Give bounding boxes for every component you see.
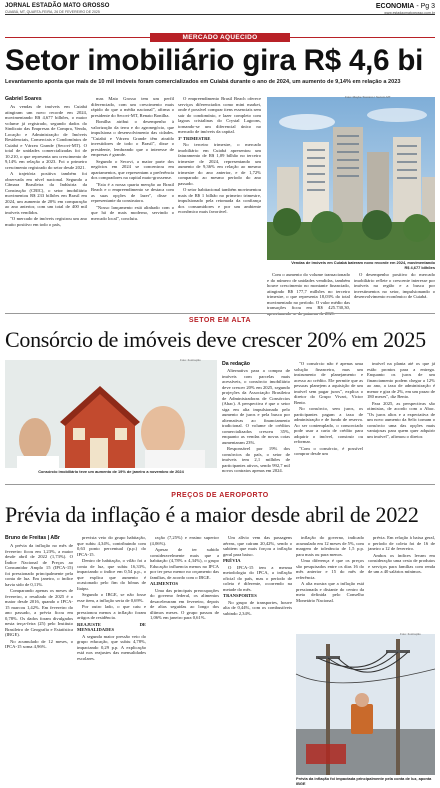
paragraph: Responsável por 19% dos consórcios do país, o setor de imóveis tem 2,1 milhões de participantes ativos, sendo 992,7 mil novos contratos apenas em 2024. [222, 446, 290, 473]
paragraph: Ambos os índices levam em consideração uma cesta de produtos e serviços para famílias com renda de um a 40 salários mínimos. [368, 552, 435, 574]
kicker-article3: PREÇOS DE AEROPORTO [171, 492, 269, 499]
kicker-article1: MERCADO AQUECIDO [150, 33, 290, 42]
paragraph: inflação do governo, indicado acumulado em 12 meses de 5%, com margem de tolerância de 1,5 p.p. para mais ou para menos. [296, 535, 364, 557]
paragraph: "Com o consórcio, é possível comprar desde um [294, 445, 363, 456]
photo-credit-article2: Foto: Ilustração [180, 358, 201, 362]
photo-caption-article3: Prévia da inflação foi impactada principalmente pela conta de luz, aponta IBGE [296, 776, 432, 786]
paragraph: A segunda maior pressão veio do grupo educação, que subiu 4,78%, impactando 0,29 p.p. A explicação está nos reajustes das mensalidades escolares. [77, 633, 146, 661]
byline-article3: Bruno de Freitas | ABr [5, 535, 60, 541]
paragraph: No acumulado de 12 meses, o IPCA-15 soma 4,96%. [5, 638, 73, 649]
photo-caption-article2: Consórcio imobiliário teve um aumento de 19% de janeiro a novembro de 2024 [38, 469, 184, 474]
article2-column-2 [294, 361, 363, 478]
divider [5, 313, 435, 314]
paragraph: prevista veio do grupo habitação, que subiu 4,34%, contribuindo com 0,63 ponto percentual (p.p.) do IPCA-15. [77, 535, 146, 557]
paragraph: Comparando apenas os meses de fevereiro, o resultado de 2025 é o maior desde 2016, quando o IPCA-15 marcou 1,42%. Em fevereiro do ano passado, a prévia ficou em 0,78%. Os dados foram divulgados nesta terça-feira (25) pelo Instituto Brasileiro de Geografia e Estatística (IBGE). [5, 588, 73, 637]
publication-name: JORNAL ESTADÃO MATO GROSSO [5, 3, 110, 9]
article1-column-5 [354, 272, 435, 299]
article3-column-1 [5, 543, 73, 783]
article1-column-4 [267, 272, 350, 310]
article3-column-2 [77, 535, 146, 783]
paragraph: ração (7,25%) e ensino superior (4,06%). [150, 535, 219, 546]
page-number: - Pg 3 [416, 3, 435, 10]
paragraph: Para 2025, as perspectivas são otimistas, de acordo com a Abac. "Os juros altos e a expectativa de um novo aumento da Selic tornam o consórcio uma das opções mais vantajosas para quem quer adquirir um imóvel", afirmou o diretor. [367, 400, 435, 439]
photo-credit-article1: Foto: Mayke Toscano / Secom-MT [345, 95, 391, 99]
headline-article3: Prévia da inflação é a maior desde abril de 2022 [5, 502, 419, 527]
paragraph: "Nosso lançamento está alinhado com o que há de mais moderno, servindo o mercado local", concluiu. [91, 204, 174, 221]
paragraph: "O consórcio não é apenas uma solução financeira, mas um instrumento de planejamento e acesso ao crédito. Ele permite que as pessoas planejem a aquisição de um imóvel sem pagar juros", explica o diretor do Grupo Vivart, Victor Bento. [294, 361, 363, 405]
paragraph: "Esta é a nossa quarta menção ao Brasil Beach e o empreendimento se destaca com as suas opções de lazer", disse o representante da construtora. [91, 181, 174, 203]
headline-article1: Setor imobiliário gira R$ 4,6 bi [5, 44, 424, 77]
paragraph: O desempenho positivo do mercado imobiliário reflete o crescente interesse por imóveis na região e a busca por investimentos no setor, impulsionando o desenvolvimento econômico de Cuiabá. [354, 272, 435, 299]
paragraph: Alternativa para a compra de imóveis com parcelas mais acessíveis, o consórcio imobiliário deve crescer 20% em 2025, segundo projeções da Associação Brasileira de Administradoras de Consórcios (Abac). A perspectiva é que o setor siga em alta impulsionado pelo aumento de juros e pela busca por alternativas ao financiamento tradicional. O volume de créditos comercializados cresceu 35%, enquanto as vendas de novas cotas aumentaram 23%. [222, 368, 290, 445]
photo-power-lines [296, 634, 435, 775]
photo-credit-article3: Foto: Ilustração [400, 632, 421, 636]
byline-article2: Da redação [222, 361, 250, 367]
article2-column-3 [367, 361, 435, 478]
page-header [5, 3, 435, 15]
deck-article1: Levantamento aponta que mais de 10 mil imóveis foram comercializados em Cuiabá durante o ano de 2024, um aumento de 9,14% em relação a 2023 [5, 79, 401, 85]
subheading: TRANSPORTES [223, 593, 257, 598]
website: www.estadaomatogrosso.com.br [384, 10, 435, 15]
paragraph: No terceiro trimestre, o mercado imobiliário em Cuiabá apresentou um faturamento de R$ 1,09 bilhão no terceiro trimestre de 2024, representando um aumento de 9,36% em relação ao mesmo trimestre do ano anterior, e de 1,72% comparado ao mesmo período do ano passado. [178, 142, 261, 186]
paragraph: O empreendimento Brasil Beach oferece serviços diferenciados como mini market, onde é possível comprar itens essenciais sem sair do condomínio, e lazer completo com lagoas cristalinas do Crystal Lagoons, tornando-se um diferencial único no mercado de imóveis da capital. [178, 96, 261, 134]
paragraph: As vendas de imóveis em Cuiabá atingiram um novo recorde em 2024, movimentando R$ 4,677 bilhões, o maior volume já registrado, segundo dados do Sindicato das Empresas de Compra, Venda, Locação e Administração de Imóveis Residenciais, Comerciais e Condomínios de Cuiabá e Várzea Grande (Secovi-MT). O total de unidades comercializadas foi de 10.210, o que representa um crescimento de 9,14% em relação a 2023. Foi o primeiro crescimento registrado do setor desde 2021. [5, 104, 87, 170]
paragraph: Com o aumento do volume transacionado e do número de unidades vendidas, também houve crescimento no montante financiado, atingindo R$ 177,7 milhões no terceiro trimestre, o que representa 18,03% do total movimentado no período. O valor médio das transações ficou em R$ 425.730,30, [267, 272, 350, 310]
power-lines-illustration [296, 634, 435, 775]
paragraph: Segundo o IBGE, se não fosse esse item, a inflação seria de 0,69%. [77, 592, 146, 603]
paragraph: prévia. Em relação à baixa geral, o período de coleta foi de 16 de janeiro a 12 de fevereiro. [368, 535, 435, 551]
paragraph: A prévia da inflação no mês de fevereiro ficou em 1,23%, a maior desde abril de 2022 (1,73%). O Índice Nacional de Preços ao Consumidor Amplo 15 (IPCA-15) foi pressionado principalmente pela conta de luz. Em janeiro, o índice havia sido de 0,11%. [5, 543, 73, 587]
paragraph: Por outro lado, o que caiu e pressionou menos a inflação foram artigos de residência. [77, 604, 146, 620]
headline-article2: Consórcio de imóveis deve crescer 20% em 2025 [5, 327, 426, 352]
article3-column-3 [150, 535, 219, 783]
byline-article1: Gabriel Soares [5, 96, 42, 102]
section-label [376, 3, 435, 10]
kicker-article2: SETOR EM ALTA [188, 317, 252, 324]
paragraph: A alta mostra que a inflação está pressionada e distante do centro da meta definida pelo Conselho Monetário Nacional. [296, 581, 364, 603]
paragraph: imóvel na planta até os que já estão prontos para a entrega. Enquanto os juros de um financiamento podem chegar a 12% ao ano, a taxa de administração é menor e gira de 2%, em um prazo de 180 meses", diz Bento. [367, 361, 435, 399]
subheading: ALIMENTOS [150, 581, 178, 586]
paragraph: Dentro de habitação, o vilão foi a conta de luz, que subiu 16,33%, impactando o índice em 0,54 p.p., o que explica que aumento é ocasionado pelo fim do bônus de Itaipu. [77, 558, 146, 591]
section-name: ECONOMIA [375, 3, 415, 10]
photo-house-model [5, 360, 217, 468]
subheading: 3º TRIMESTRE [178, 135, 211, 141]
skyline-illustration [267, 97, 435, 260]
paragraph: A trajetória positiva também foi observada em nível nacional. Segundo a Câmara Brasileira da Indústria da Construção (CBIC), o setor imobiliário movimentou R$ 233 bilhões em Brasil em 2024, um aumento de 20% em comparação ao ano anterior, com um total de 400 mil imóveis vendidos. [5, 171, 87, 215]
paragraph: "O mercado de imóveis registrou um ano muito positivo em todo o país, [5, 216, 87, 227]
subheading: REAJUSTE DE MENSALIDADES [77, 621, 146, 632]
paragraph: O setor habitacional também movimentou mais de R$ 1 bilhão no primeiro trimestre, impulsionado pela retomada da confiança dos consumidores e por um ambiente econômico mais favorável. [178, 187, 261, 214]
article1-column-2 [91, 96, 174, 290]
article3-column-5 [296, 535, 364, 630]
paragraph: mas Mato Grosso tem um perfil diferenciado, com um crescimento mais rápido do que a média nacional", afirma o presidente do Secovi-MT, Renato Bonilha. [91, 96, 174, 118]
article1-column-1 [5, 104, 87, 290]
paragraph: Segundo o Secovi, a maior parte dos negócios em 2024 se concentrou em apartamentos, que representam a preferência dos compradores na capital mato-grossense. [91, 158, 174, 180]
publication-date: CUIABÁ, MT, QUARTA-FEIRA, 26 DE FEVEREIRO DE 2025 [5, 10, 100, 14]
paragraph: Apesar de ter subido consideravelmente mais que a habitação (4,78% x 4,34%), o grupo Educação influencia menos no IPCA por ter peso menor no orçamento das famílias, de acordo com o IBGE. [150, 547, 219, 580]
article1-column-3 [178, 96, 261, 290]
divider [5, 484, 435, 485]
house-model-illustration [5, 360, 217, 468]
photo-skyline [267, 97, 435, 260]
article3-column-6 [368, 535, 435, 630]
paragraph: Bonilha atribui o desempenho à valorização da terra e do agronegócio, que impulsiona o desenvolvimento das cidades. "Cuiabá e Várzea Grande têm atraído investidores de todo o Brasil", disse o presidente, lembrando que o interesse de empresas é grande. [91, 119, 174, 157]
paragraph: No consórcio, sem juros, os participantes pagam a taxa de administração e de fundo de reserva. Ao ser contemplado, o consorciado pode usar a carta de crédito para adquirir o imóvel, construir ou reformar. [294, 406, 363, 444]
photo-caption-article1: Vendas de imóveis em Cuiabá bateram novo recorde em 2024, movimentando R$ 4,677 bilhões [291, 260, 435, 270]
subheading: PRÉVIA [223, 558, 241, 563]
paragraph: Um alívio vem das passagens aéreas, que caíram 20,42%, sendo o subitem que mais forçou a inflação geral para baixo. [223, 535, 292, 557]
paragraph: O IPCA-15 tem a mesma metodologia do IPCA, a inflação oficial do país, mas o período de coleta é diferente, ocorrendo na metade do mês. [223, 564, 292, 592]
paragraph: Uma das principais preocupações do governo federal, os alimentos desaceleraram em fevereiro, depois de altas seguidas ao longo dos últimos meses. O grupo passou de 1,06% em janeiro para 0,61%. [150, 587, 219, 620]
paragraph: Uma diferença é que os preços são pesquisados entre os dias 16 do mês anterior e 15 do mês de referência. [296, 558, 364, 580]
article3-column-4 [223, 535, 292, 783]
paragraph: No grupo de transportes, houve alta de 0,44%, com os combustíveis subindo 2,34%. [223, 599, 292, 616]
article2-column-1 [222, 368, 290, 478]
